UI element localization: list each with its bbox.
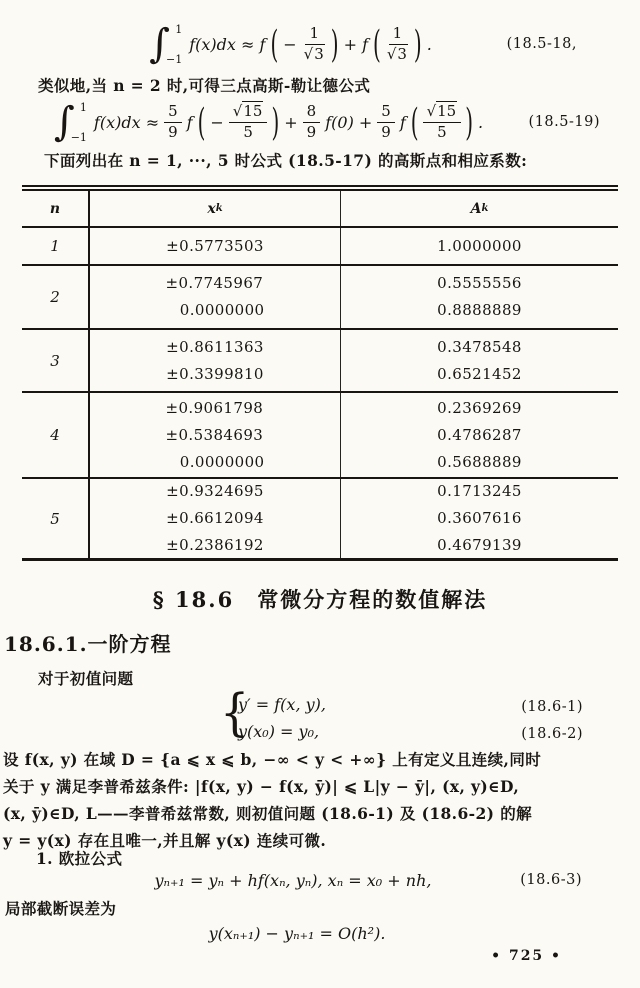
truncation-error-formula xyxy=(0,920,640,946)
sqrt-sign: √ xyxy=(232,102,243,121)
paren-close: ) xyxy=(271,99,280,145)
fraction-denominator: 9 xyxy=(168,122,178,141)
fraction-denominator xyxy=(385,45,410,63)
cell-ak xyxy=(341,228,618,264)
formula-text: f xyxy=(399,112,406,132)
table-header-row xyxy=(22,191,618,228)
cell-ak xyxy=(341,330,618,391)
fraction-numerator: 5 xyxy=(164,103,182,122)
paragraph-line: (x, ȳ)∈D, L——李普希兹常数, 则初值问题 (18.6-1) 及 (18.6-2) 的解 xyxy=(3,804,533,823)
cell-n: 5 xyxy=(22,479,90,558)
section-heading: § 18.6 常微分方程的数值解法 xyxy=(152,587,488,612)
fraction-denominator: 9 xyxy=(381,122,391,141)
value: ±0.2386192 xyxy=(166,536,264,554)
fraction xyxy=(164,103,182,141)
value: 0.5688889 xyxy=(437,452,522,471)
paragraph-line: y = y(x) 存在且唯一,并且解 y(x) 连续可微. xyxy=(3,831,327,850)
equation-number: (18.5-18, xyxy=(506,36,577,52)
cell-xk xyxy=(90,479,341,558)
fraction-numerator: 1 xyxy=(389,25,407,44)
paragraph: 局部截断误差为 xyxy=(5,899,117,918)
integral-upper-limit: 1 xyxy=(175,23,183,36)
paragraph-block xyxy=(0,746,640,854)
formula-18-5-18 xyxy=(0,20,640,68)
sqrt-sign: √ xyxy=(426,102,437,121)
header-ak-sub: k xyxy=(481,203,489,214)
fraction-denominator xyxy=(302,45,327,63)
radicand: 15 xyxy=(243,102,263,121)
formula-text: y′ = f(x, y), xyxy=(238,695,326,714)
integral-upper-limit: 1 xyxy=(79,101,87,114)
equation-number: (18.6-2) xyxy=(521,726,583,742)
formula-text: y(xₙ₊₁) − yₙ₊₁ = O(h²). xyxy=(208,923,386,943)
value: ±0.9324695 xyxy=(166,482,264,500)
equation-18-6-2 xyxy=(0,718,640,745)
paren-open: ( xyxy=(373,21,381,67)
paragraph: 下面列出在 n = 1, ···, 5 时公式 (18.5-17) 的高斯点和相应系数: xyxy=(44,151,528,170)
table-row xyxy=(22,330,618,393)
value: 0.3478548 xyxy=(437,337,522,356)
integral xyxy=(54,101,91,143)
table-row xyxy=(22,266,618,330)
paragraph-line: 设 f(x, y) 在域 D = {a ⩽ x ⩽ b, −∞ < y < +∞} 上有定义且连续,同时 xyxy=(3,750,542,769)
value: 0.4786287 xyxy=(437,425,522,444)
integral-sign: ∫ xyxy=(149,21,171,67)
header-ak xyxy=(341,191,618,226)
paragraph: 对于初值问题 xyxy=(38,669,134,688)
integral xyxy=(149,23,186,65)
value: ±0.5384693 xyxy=(165,425,264,444)
formula-text: f(x)dx ≈ f xyxy=(189,34,266,54)
header-xk-sub: k xyxy=(215,203,223,214)
cell-ak xyxy=(341,479,618,558)
fraction-denominator: 5 xyxy=(243,122,253,141)
value: 0.1713245 xyxy=(437,482,522,500)
integral-lower-limit: −1 xyxy=(166,53,183,66)
value: ±0.7745967 xyxy=(165,274,264,292)
formula-text: yₙ₊₁ = yₙ + hf(xₙ, yₙ), xₙ = x₀ + nh, xyxy=(154,870,432,890)
page-number: • 725 • xyxy=(491,948,562,964)
fraction-numerator: 1 xyxy=(305,25,323,44)
paren-close: ) xyxy=(413,21,422,67)
fraction-numerator: 5 xyxy=(377,103,395,122)
paragraph-line: 关于 y 满足李普希兹条件: |f(x, y) − f(x, ȳ)| ⩽ L|y − ȳ|, (x, y)∈D, xyxy=(3,777,520,796)
value: 0.0000000 xyxy=(179,301,265,319)
equation-number: (18.6-1) xyxy=(521,699,583,715)
fraction xyxy=(303,103,321,141)
gauss-table xyxy=(22,185,618,561)
equation-18-6-1 xyxy=(0,691,640,718)
paren-open: ( xyxy=(410,99,419,145)
sqrt-sign: √ xyxy=(303,44,314,63)
integral-limits xyxy=(71,101,87,143)
radicand: 3 xyxy=(397,44,407,63)
formula-text: + f xyxy=(343,34,368,54)
formula-18-6-3 xyxy=(0,867,640,893)
plus-sign: + xyxy=(284,112,298,132)
fraction xyxy=(423,103,462,141)
fraction xyxy=(385,25,410,63)
value: 0.8888889 xyxy=(437,301,522,319)
value: 0.5555556 xyxy=(437,274,522,292)
integral-sign: ∫ xyxy=(53,99,75,145)
header-xk-base: x xyxy=(207,200,216,217)
value: 1.0000000 xyxy=(437,236,522,255)
equation-system xyxy=(0,682,640,747)
paren-open: ( xyxy=(197,99,206,145)
equation-number: (18.5-19) xyxy=(528,114,600,130)
table-row xyxy=(22,228,618,266)
formula-18-5-19 xyxy=(0,96,640,148)
fraction-numerator xyxy=(423,103,462,122)
period: . xyxy=(426,34,432,54)
radicand: 15 xyxy=(437,102,457,121)
value: 0.2369269 xyxy=(437,398,522,417)
minus-sign: − xyxy=(283,34,297,54)
header-ak-base: A xyxy=(470,200,482,217)
header-xk xyxy=(90,191,341,226)
fraction-numerator xyxy=(229,103,268,122)
cell-n: 1 xyxy=(22,228,90,264)
cell-ak xyxy=(341,393,618,477)
formula-text: f xyxy=(186,112,193,132)
paren-open: ( xyxy=(270,21,279,67)
value: ±0.8611363 xyxy=(166,337,264,356)
fraction-denominator: 9 xyxy=(306,122,317,141)
value: 0.6521452 xyxy=(437,364,522,383)
value: 0.0000000 xyxy=(179,452,265,471)
value: ±0.3399810 xyxy=(166,364,264,383)
cell-xk xyxy=(90,330,341,391)
fraction xyxy=(302,25,327,63)
subsection-heading: 18.6.1.一阶方程 xyxy=(4,632,172,656)
formula-text: f(0) + xyxy=(325,112,373,132)
cell-n: 2 xyxy=(22,266,90,328)
fraction xyxy=(377,103,395,141)
minus-sign: − xyxy=(210,112,224,132)
value: 0.3607616 xyxy=(437,509,522,527)
paren-close: ) xyxy=(465,99,474,145)
paren-close: ) xyxy=(330,21,339,67)
cell-ak xyxy=(341,266,618,328)
period: . xyxy=(478,112,484,132)
header-n: n xyxy=(22,191,90,226)
cell-xk xyxy=(90,266,341,328)
list-item: 1. 欧拉公式 xyxy=(36,849,123,868)
value: 0.4679139 xyxy=(437,536,522,554)
radicand: 3 xyxy=(314,44,324,63)
integral-limits xyxy=(166,23,182,65)
fraction-numerator: 8 xyxy=(303,103,321,122)
equation-number: (18.6-3) xyxy=(520,872,582,888)
formula-text: f(x)dx ≈ xyxy=(93,112,160,132)
table-row xyxy=(22,393,618,479)
value: ±0.5773503 xyxy=(166,236,264,255)
cell-xk xyxy=(90,228,341,264)
sqrt-sign: √ xyxy=(386,44,397,63)
cell-n: 4 xyxy=(22,393,90,477)
formula-text: y(x₀) = y₀, xyxy=(238,722,320,741)
table-row xyxy=(22,479,618,558)
value: ±0.6612094 xyxy=(166,509,264,527)
value: ±0.9061798 xyxy=(165,398,264,417)
cell-xk xyxy=(90,393,341,477)
fraction-denominator: 5 xyxy=(437,122,447,141)
brace: { xyxy=(220,682,250,742)
cell-n: 3 xyxy=(22,330,90,391)
fraction xyxy=(229,103,268,141)
integral-lower-limit: −1 xyxy=(70,131,87,144)
paragraph: 类似地,当 n = 2 时,可得三点高斯-勒让德公式 xyxy=(38,76,371,95)
